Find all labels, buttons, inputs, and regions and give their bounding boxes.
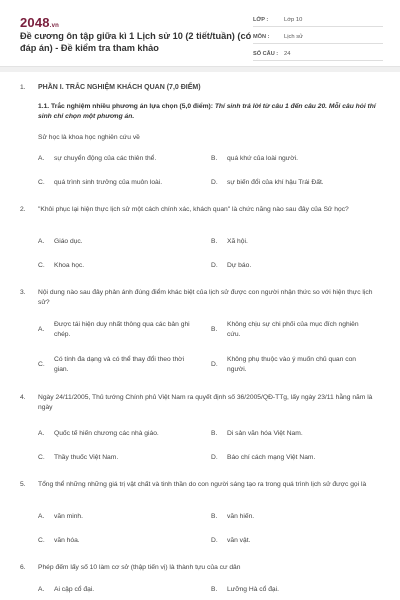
option-text: sự biến đổi của khí hậu Trái Đất.: [227, 179, 324, 186]
question-number: 6.: [20, 564, 26, 571]
option-letter: D.: [211, 179, 218, 186]
answer-option[interactable]: [38, 585, 174, 595]
option-letter: B.: [211, 513, 218, 520]
question-text: Ngày 24/11/2005, Thủ tướng Chính phủ Việt Nam ra quyết định số 36/2005/QĐ-TTg, lấy ngày 23/11 hằng năm là ngày: [38, 394, 373, 411]
answer-option[interactable]: [38, 453, 174, 463]
option-text: quá khứ của loài người.: [227, 155, 298, 162]
answer-option[interactable]: [211, 320, 367, 340]
option-letter: C.: [38, 179, 45, 186]
question-text: Nội dung nào sau đây phản ánh đúng điểm khác biệt của lịch sử được con người nhận thức so với hiện thực lịch sử?: [38, 289, 373, 306]
option-text: Quốc tế hiến chương các nhà giáo.: [54, 430, 159, 437]
option-letter: A.: [38, 586, 45, 593]
meta-row-count: [253, 48, 383, 61]
question-text: Tổng thể những những giá trị vật chất và tinh thần do con người sáng tạo ra trong quá trình lịch sử được gọi là: [38, 481, 367, 488]
site-logo[interactable]: [20, 15, 59, 30]
question-text: Sử học là khoa học nghiên cứu về: [38, 134, 140, 141]
answer-option[interactable]: [38, 536, 174, 546]
answer-option[interactable]: [211, 512, 357, 522]
option-text: Dự báo.: [227, 262, 252, 269]
option-text: Được tái hiện duy nhất thông qua các bản ghi chép.: [54, 321, 190, 338]
meta-value: 24: [284, 51, 291, 57]
question-number: 2.: [20, 206, 26, 213]
question-text: Phép đếm lấy số 10 làm cơ sở (thập tiến vị) là thành tựu của cư dân: [38, 564, 241, 571]
section-title: PHẦN I. TRẮC NGHIỆM KHÁCH QUAN (7,0 ĐIỂM): [38, 84, 201, 91]
option-letter: D.: [211, 262, 218, 269]
answer-option[interactable]: [211, 178, 387, 188]
question-number: 4.: [20, 394, 26, 401]
option-text: Báo chí cách mạng Việt Nam.: [227, 454, 316, 461]
option-letter: A.: [38, 238, 45, 245]
meta-value: Lịch sử: [284, 34, 304, 40]
answer-option[interactable]: [211, 237, 357, 247]
option-letter: B.: [211, 326, 218, 333]
logo-main: 2048: [20, 15, 50, 30]
header-divider: [0, 66, 400, 72]
option-letter: C.: [38, 454, 45, 461]
option-letter: C.: [38, 262, 45, 269]
option-text: Không chịu sự chi phối của mục đích nghiên cứu.: [227, 321, 359, 338]
answer-option[interactable]: [211, 355, 367, 375]
answer-option[interactable]: [211, 453, 387, 463]
meta-row-class: [253, 14, 383, 27]
option-text: văn hiến.: [227, 513, 255, 520]
option-text: văn hóa.: [54, 537, 80, 544]
section-number: 1.: [20, 84, 26, 91]
option-letter: C.: [38, 537, 45, 544]
answer-option[interactable]: [38, 237, 174, 247]
option-text: Ai cập cổ đại.: [54, 586, 95, 593]
meta-label: MÔN :: [253, 34, 270, 40]
meta-row-subject: [253, 31, 383, 44]
answer-option[interactable]: [38, 261, 174, 271]
option-letter: D.: [211, 361, 218, 368]
logo-suffix: .vn: [49, 23, 60, 29]
document-title: Đề cương ôn tập giữa kì 1 Lịch sử 10 (2 tiết/tuần) (có đáp án) - Đề kiểm tra tham khảo: [20, 31, 252, 53]
option-letter: A.: [38, 326, 45, 333]
answer-option[interactable]: [38, 320, 190, 340]
option-text: Có tính đa dạng và có thể thay đổi theo thời gian.: [54, 356, 185, 373]
option-text: Khoa học.: [54, 262, 85, 269]
answer-option[interactable]: [38, 429, 214, 439]
option-text: Xã hội.: [227, 238, 248, 245]
option-text: Thầy thuốc Việt Nam.: [54, 454, 119, 461]
option-text: quá trình sinh trưởng của muôn loài.: [54, 179, 163, 186]
question-text: "Khôi phục lại hiện thực lịch sử một cách chính xác, khách quan" là chức năng nào sau đây của Sử học?: [38, 206, 349, 213]
meta-label: LỚP :: [253, 17, 269, 23]
answer-option[interactable]: [211, 536, 357, 546]
answer-option[interactable]: [38, 154, 174, 164]
option-letter: A.: [38, 155, 45, 162]
document-meta: [253, 14, 383, 65]
option-letter: B.: [211, 586, 218, 593]
answer-option[interactable]: [38, 512, 174, 522]
option-letter: A.: [38, 430, 45, 437]
option-letter: B.: [211, 155, 218, 162]
option-text: văn vật.: [227, 537, 251, 544]
option-text: Lưỡng Hà cổ đại.: [227, 586, 279, 593]
option-text: Giáo dục.: [54, 238, 83, 245]
answer-option[interactable]: [38, 178, 204, 188]
meta-label: SỐ CÂU :: [253, 51, 279, 57]
meta-value: Lớp 10: [284, 17, 303, 23]
question-number: 5.: [20, 481, 26, 488]
option-letter: D.: [211, 537, 218, 544]
option-letter: C.: [38, 361, 45, 368]
option-letter: B.: [211, 238, 218, 245]
answer-option[interactable]: [211, 429, 387, 439]
answer-option[interactable]: [211, 261, 357, 271]
sub-section-heading: 1.1. Trắc nghiệm nhiều phương án lựa chọn (5,0 điểm):: [38, 103, 213, 110]
answer-option[interactable]: [38, 355, 190, 375]
option-text: Không phụ thuộc vào ý muốn chủ quan con người.: [227, 356, 357, 373]
option-letter: A.: [38, 513, 45, 520]
option-text: Di sản văn hóa Việt Nam.: [227, 430, 303, 437]
option-letter: D.: [211, 454, 218, 461]
answer-option[interactable]: [211, 585, 357, 595]
answer-option[interactable]: [211, 154, 357, 164]
sub-section-title: [38, 102, 384, 122]
option-text: văn minh.: [54, 513, 83, 520]
sub-section-instruction: Thí sinh trả lời từ câu 1 đến câu 20. Mỗi câu hỏi thí sinh chỉ chọn một phương án.: [38, 103, 376, 120]
option-letter: B.: [211, 430, 218, 437]
option-text: sự chuyển động của các thiên thể.: [54, 155, 157, 162]
question-number: 3.: [20, 289, 26, 296]
